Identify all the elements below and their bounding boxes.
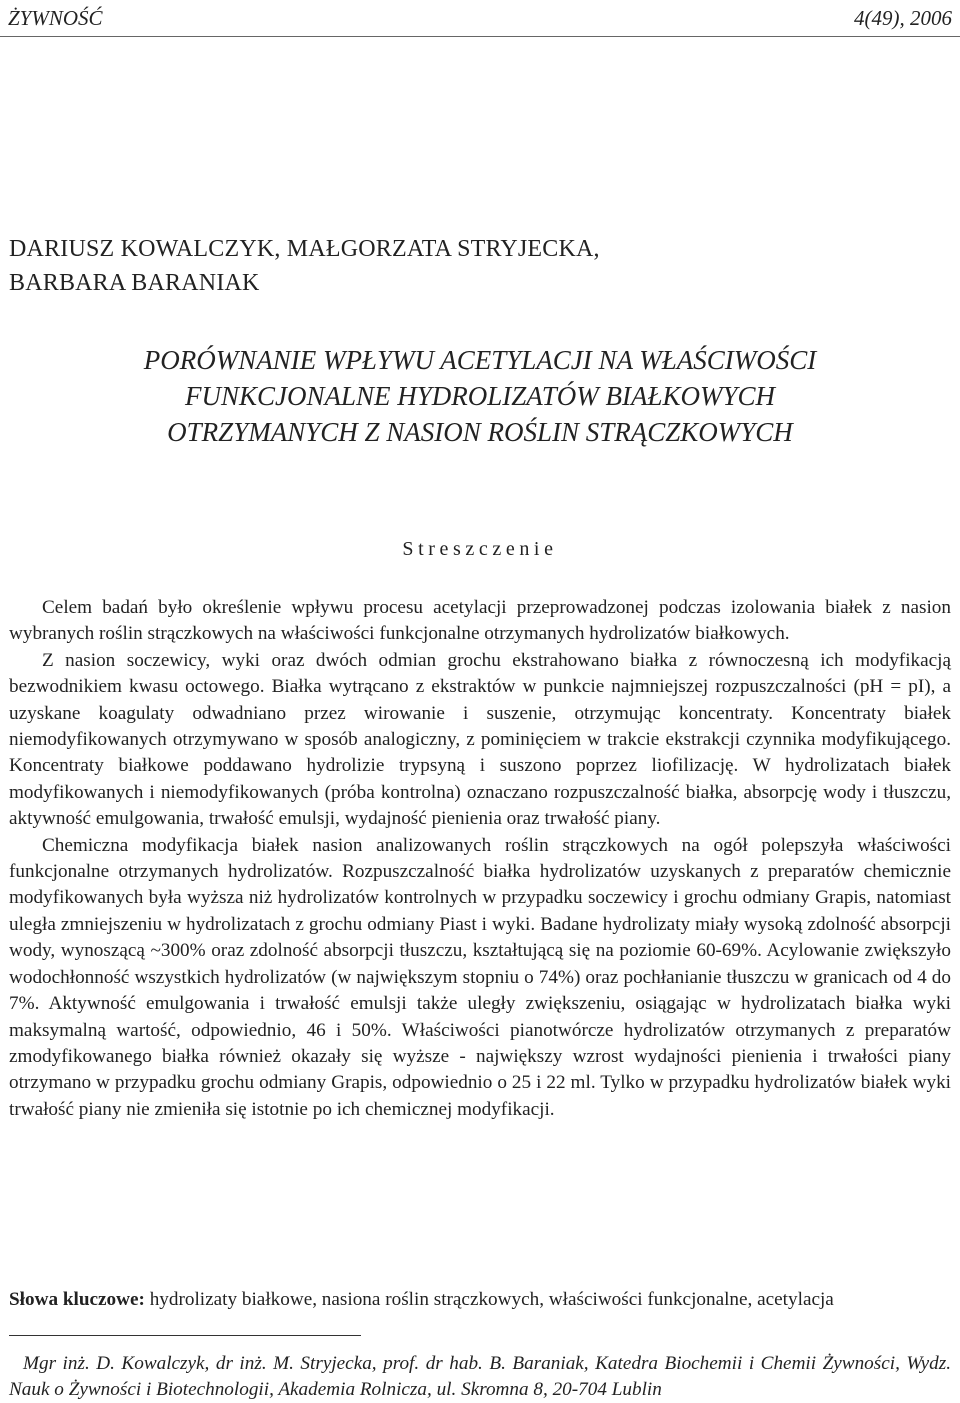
running-head (8, 6, 952, 34)
journal-name: ŻYWNOŚĆ (8, 6, 103, 30)
issue-number: 4(49), 2006 (854, 6, 952, 30)
keywords-text: hydrolizaty białkowe, nasiona roślin strączkowych, właściwości funkcjonalne, acetylacja (144, 1289, 834, 1310)
author-affiliation-footnote: Mgr inż. D. Kowalczyk, dr inż. M. Stryjecka, prof. dr hab. B. Baraniak, Katedra Biochemii i Chemii Żywności, Wydz. Nauk o Żywności i Biotechnologii, Akademia Rolnicza, ul. Skromna 8, 20-704 Lublin (9, 1353, 951, 1400)
authors-line-1: DARIUSZ KOWALCZYK, MAŁGORZATA STRYJECKA, (9, 236, 600, 262)
abstract-body (9, 595, 951, 1123)
paper-title (0, 342, 960, 450)
abstract-paragraph-3: Chemiczna modyfikacja białek nasion analizowanych roślin strączkowych na ogół polepszyła właściwości funkcjonalne otrzymanych hydrolizatów. Rozpuszczalność białka hydrolizatów uzyskanych z preparatów chemicznie modyfikowanych była wyższa niż hydrolizatów kontrolnych w przypadku soczewicy i grochu odmiany Grapis, natomiast uległa zmniejszeniu w hydrolizatach z grochu odmiany Piast i wyki. Badane hydrolizaty miały wysoką zdolność absorpcji wody, wynoszącą ~300% oraz zdolność absorpcji tłuszczu, kształtującą się na poziomie 60-69%. Acylowanie zwiększyło wodochłonność wszystkich hydrolizatów (w największym stopniu o 74%) oraz pochłanianie tłuszczu w granicach od 4 do 7%. Aktywność emulgowania i trwałość emulsji także uległy zwiększeniu, osiągając w hydrolizatach białka wyki maksymalną wartość, odpowiednio, 46 i 50%. Właściwości pianotwórcze hydrolizatów otrzymanych z preparatów zmodyfikowanego białka również okazały się wyższe - największy wzrost wydajności pienienia i trwałości piany otrzymano w przypadku grochu odmiany Grapis, odpowiednio o 25 i 22 ml. Tylko w przypadku hydrolizatów białek wyki trwałość piany nie zmieniła się istotnie po ich chemicznej modyfikacji. (9, 834, 951, 1120)
abstract-paragraph-1: Celem badań było określenie wpływu procesu acetylacji przeprowadzonej podczas izolowania białek z nasion wybranych roślin strączkowych na właściwości funkcjonalne otrzymanych hydrolizatów białkowych. (9, 597, 951, 645)
header-rule (0, 36, 960, 37)
title-line-1: PORÓWNANIE WPŁYWU ACETYLACJI NA WŁAŚCIWOŚCI (143, 345, 817, 375)
keywords-label: Słowa kluczowe: (9, 1289, 145, 1310)
title-line-3: OTRZYMANYCH Z NASION ROŚLIN STRĄCZKOWYCH (167, 417, 793, 447)
abstract-paragraph-2: Z nasion soczewicy, wyki oraz dwóch odmian grochu ekstrahowano białka z równoczesną ich modyfikacją bezwodnikiem kwasu octowego. Białka wytrącano z ekstraktów w punkcie najmniejszej rozpuszczalności (pH = pI), a uzyskane koagulaty odwadniano przez wirowanie i suszenie, otrzymując koncentraty. Koncentraty białek niemodyfikowanych otrzymywano w sposób analogiczny, z pominięciem w trakcie ekstrakcji czynnika modyfikującego. Koncentraty białkowe poddawano hydrolizie trypsyną i suszono poprzez liofilizację. W hydrolizatach białek modyfikowanych i niemodyfikowanych (próba kontrolna) oznaczano rozpuszczalność białka, absorpcję wody i tłuszczu, aktywność emulgowania, trwałość emulsji, wydajność pienienia oraz trwałość piany. (9, 649, 951, 830)
authors (9, 232, 600, 300)
authors-line-2: BARBARA BARANIAK (9, 270, 260, 296)
keywords (9, 1287, 951, 1313)
title-line-2: FUNKCJONALNE HYDROLIZATÓW BIAŁKOWYCH (184, 381, 776, 411)
footnote-rule (9, 1335, 361, 1336)
abstract-heading: Streszczenie (402, 538, 558, 560)
